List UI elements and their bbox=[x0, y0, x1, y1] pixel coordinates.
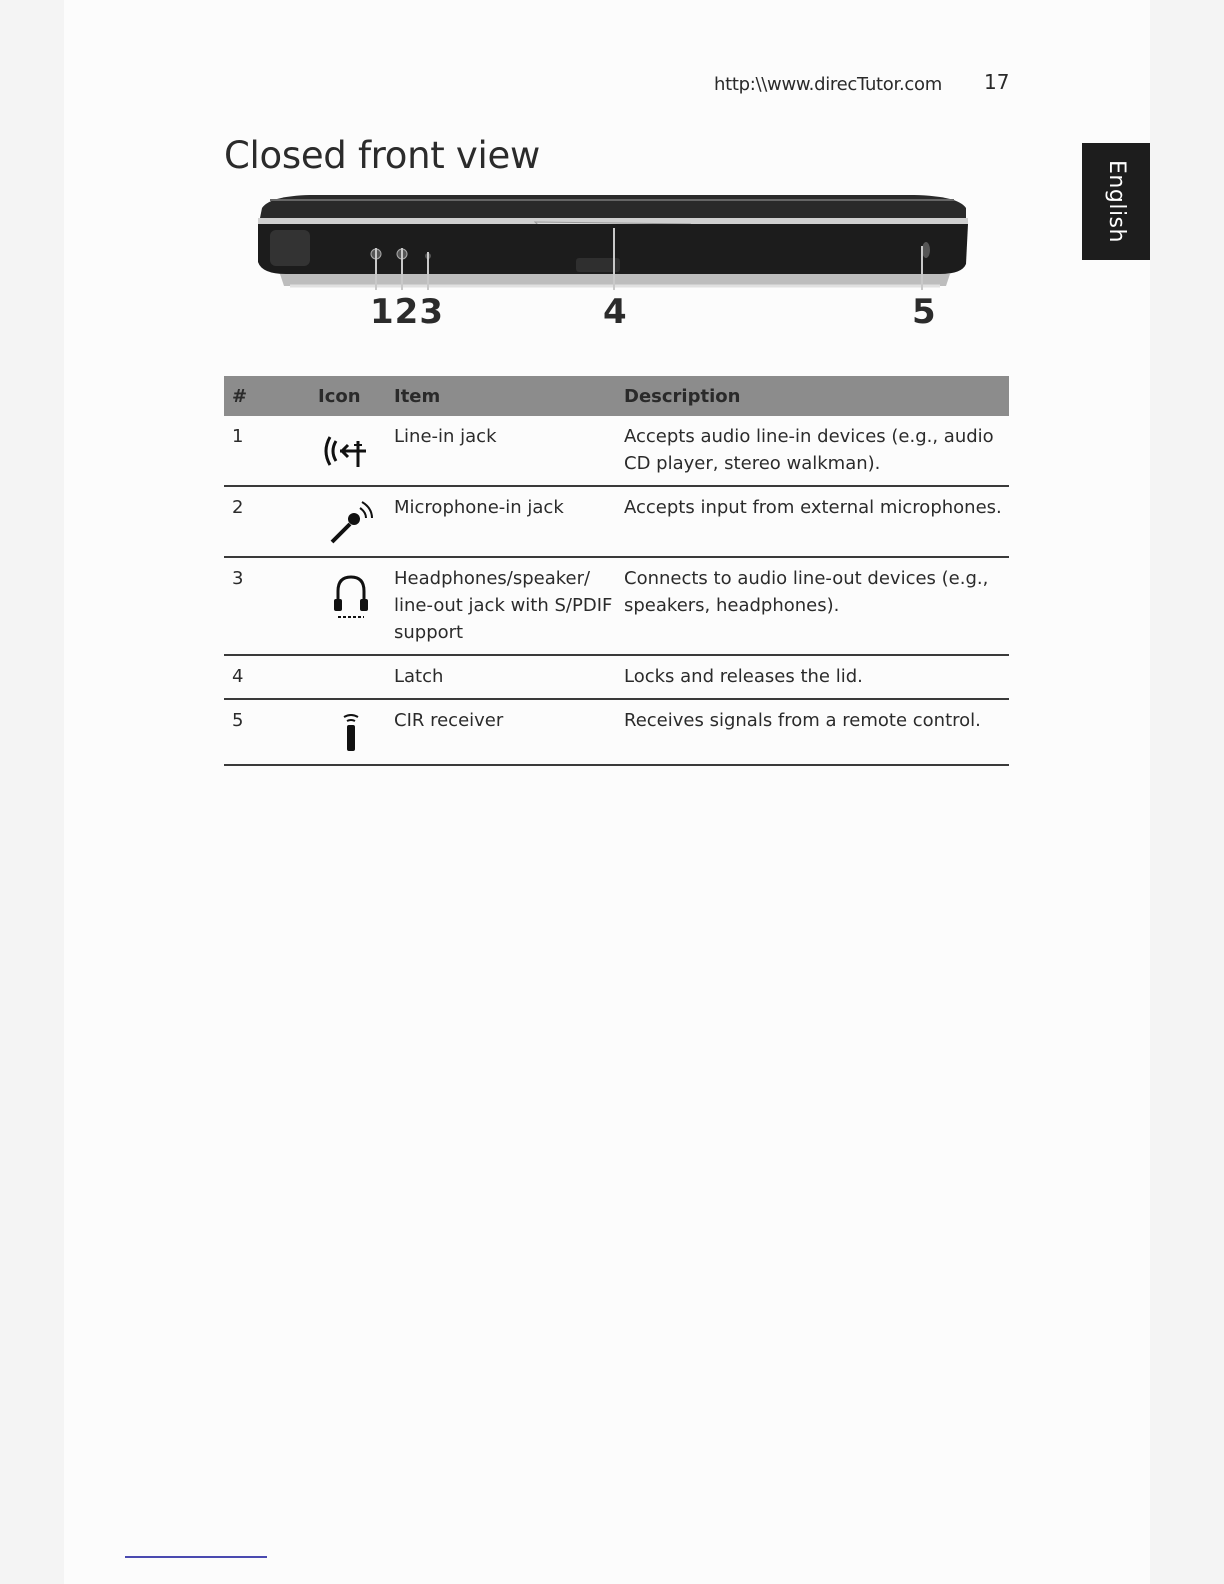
headphones-icon bbox=[318, 569, 380, 621]
microphone-icon bbox=[318, 498, 380, 548]
row-item: Line-in jack bbox=[390, 416, 620, 486]
row-item: Microphone-in jack bbox=[390, 486, 620, 557]
callout-5: 5 bbox=[912, 292, 937, 332]
table-row bbox=[224, 486, 1009, 557]
row-num: 2 bbox=[224, 486, 314, 557]
callout-123: 123 bbox=[370, 292, 444, 332]
header-url: http:\\www.direcTutor.com bbox=[714, 74, 942, 95]
header-icon: Icon bbox=[314, 376, 390, 416]
table-row bbox=[224, 699, 1009, 765]
page-number: 17 bbox=[984, 70, 1010, 94]
row-description: Accepts audio line-in devices (e.g., audio CD player, stereo walkman). bbox=[620, 416, 1009, 486]
table-header-row bbox=[224, 376, 1009, 416]
table-row bbox=[224, 655, 1009, 699]
row-description: Connects to audio line-out devices (e.g., speakers, headphones). bbox=[620, 557, 1009, 655]
row-item: CIR receiver bbox=[390, 699, 620, 765]
table-row bbox=[224, 557, 1009, 655]
language-tab-label: English bbox=[1103, 160, 1129, 243]
footer-rule bbox=[125, 1556, 267, 1558]
header-num: # bbox=[224, 376, 314, 416]
header-item: Item bbox=[390, 376, 620, 416]
section-title: Closed front view bbox=[224, 134, 540, 177]
row-num: 4 bbox=[224, 655, 314, 699]
row-description: Locks and releases the lid. bbox=[620, 655, 1009, 699]
row-description: Accepts input from external microphones. bbox=[620, 486, 1009, 557]
ports-table bbox=[224, 376, 1009, 766]
cir-receiver-icon bbox=[318, 711, 380, 755]
row-item: Headphones/speaker/ line-out jack with S/PDIF support bbox=[390, 557, 620, 655]
row-num: 1 bbox=[224, 416, 314, 486]
header-description: Description bbox=[620, 376, 1009, 416]
row-description: Receives signals from a remote control. bbox=[620, 699, 1009, 765]
row-item: Latch bbox=[390, 655, 620, 699]
row-num: 3 bbox=[224, 557, 314, 655]
line-in-icon bbox=[318, 427, 380, 475]
language-tab bbox=[1082, 143, 1150, 260]
table-row bbox=[224, 416, 1009, 486]
callout-4: 4 bbox=[603, 292, 628, 332]
row-num: 5 bbox=[224, 699, 314, 765]
